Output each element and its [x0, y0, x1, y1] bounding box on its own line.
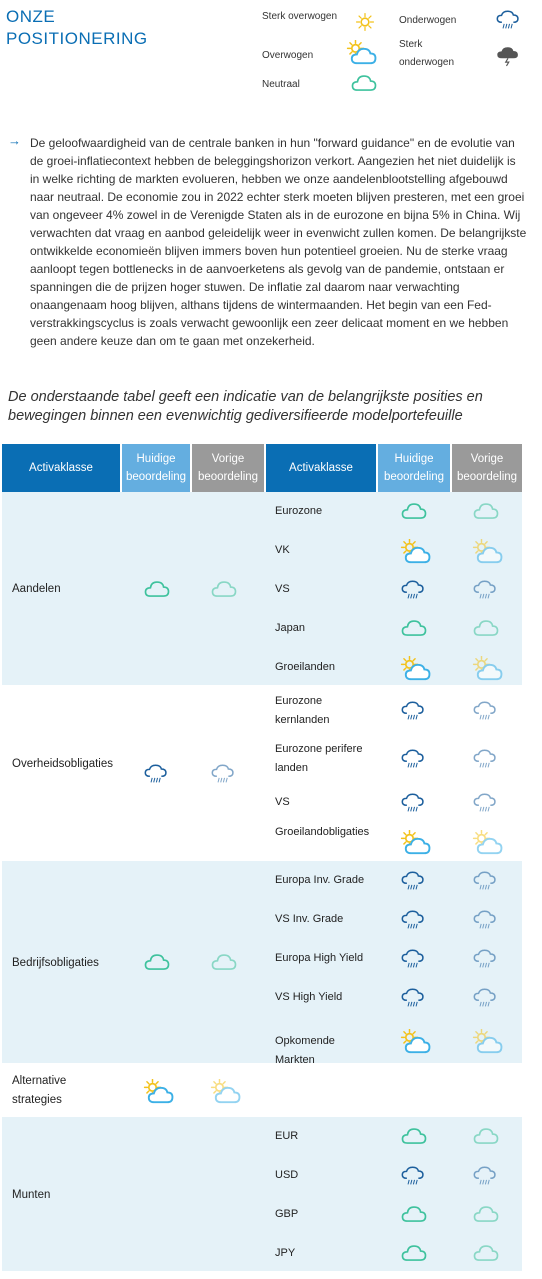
sub-asset-label: Eurozone kernlanden	[275, 695, 330, 726]
legend-label: Sterk overwogen	[262, 11, 338, 22]
legend-storm-icon	[495, 44, 521, 68]
previous-cloud-icon	[210, 578, 238, 601]
previous-sun-cloud-icon	[472, 656, 504, 682]
sub-asset-label: VS	[275, 796, 290, 808]
current-rain-icon	[400, 947, 426, 971]
current-cloud-icon	[143, 578, 171, 601]
current-sun-cloud-icon	[400, 830, 432, 856]
legend-label: Overwogen	[262, 50, 314, 61]
sub-asset-label: Groeilandobligaties	[275, 825, 370, 838]
legend-label: Onderwogen	[399, 15, 457, 26]
previous-cloud-icon	[472, 617, 500, 640]
asset-class-name: Aandelen	[12, 583, 61, 595]
previous-rain-icon	[472, 578, 498, 602]
current-cloud-icon	[400, 1242, 428, 1265]
header-asset-class: Activaklasse	[2, 444, 120, 492]
previous-cloud-icon	[472, 500, 500, 523]
current-cloud-icon	[400, 1203, 428, 1226]
previous-sun-cloud-icon	[472, 539, 504, 565]
asset-class-name: Munten	[12, 1188, 51, 1201]
title-line-2: POSITIONERING	[6, 29, 148, 48]
sub-asset-label: Japan	[275, 622, 305, 634]
legend-rain-icon	[495, 8, 521, 32]
sub-asset-label: USD	[275, 1169, 299, 1181]
current-cloud-icon	[400, 1125, 428, 1148]
current-cloud-icon	[400, 500, 428, 523]
sub-asset-label: Opkomende Markten	[275, 1034, 335, 1066]
legend-sun-icon	[352, 10, 378, 34]
sub-asset-label: VS High Yield	[275, 991, 343, 1003]
current-rain-icon	[400, 986, 426, 1010]
sub-asset-label: VS Inv. Grade	[275, 913, 344, 925]
asset-class-name: Alternative strategies	[12, 1075, 67, 1106]
previous-cloud-icon	[210, 951, 238, 974]
current-rain-icon	[400, 791, 426, 815]
current-sun-cloud-icon	[400, 539, 432, 565]
current-cloud-icon	[400, 617, 428, 640]
current-cloud-icon	[143, 951, 171, 974]
sub-asset-label: Eurozone	[275, 505, 323, 517]
previous-sun-cloud-icon	[472, 1029, 504, 1055]
sub-asset-label: JPY	[275, 1247, 296, 1259]
current-rain-icon	[400, 908, 426, 932]
header-asset-class-2: Activaklasse	[266, 444, 376, 492]
current-rain-icon	[400, 578, 426, 602]
previous-sun-cloud-icon	[472, 830, 504, 856]
previous-rain-icon	[472, 791, 498, 815]
asset-class-name: Overheidsobligaties	[12, 758, 114, 770]
legend-sun-cloud-icon	[346, 40, 378, 66]
sub-asset-label: VS	[275, 583, 290, 595]
current-rain-icon	[143, 762, 169, 786]
title-line-1: ONZE	[6, 7, 56, 26]
current-rain-icon	[400, 869, 426, 893]
previous-rain-icon	[472, 747, 498, 771]
legend-cloud-icon	[350, 72, 378, 95]
page-title	[6, 6, 148, 50]
header-previous-2: Vorige beoordeling	[452, 444, 522, 492]
previous-cloud-icon	[472, 1203, 500, 1226]
previous-rain-icon	[210, 762, 236, 786]
previous-cloud-icon	[472, 1242, 500, 1265]
previous-cloud-icon	[472, 1125, 500, 1148]
sub-asset-label: VK	[275, 544, 290, 556]
asset-class-name: Bedrijfsobligaties	[12, 956, 99, 969]
previous-rain-icon	[472, 986, 498, 1010]
header-current: Huidige beoordeling	[122, 444, 190, 492]
current-rain-icon	[400, 747, 426, 771]
sub-asset-label: Eurozone perifere landen	[275, 743, 363, 774]
current-sun-cloud-icon	[400, 1029, 432, 1055]
table-subtitle: De onderstaande tabel geeft een indicatie van de belangrijkste posities en bewegingen binnen een evenwichtig gediversifieerde modelportefeuille	[8, 389, 483, 424]
previous-rain-icon	[472, 908, 498, 932]
intro-paragraph: De geloofwaardigheid van de centrale banken in hun "forward guidance" en de evolutie van de groei-inflatiecontext hebben de beleggingshorizon verkort. Aangezien het niet duidelijk is in welke richting de markten evolueren, hebben we onze aandelenblootstelling afgebouwd naar neutraal. De economie zou in 2022 echter sterk moeten blijven presteren, met een groei van ongeveer 4% zowel in de Verenigde Staten als in de eurozone en bijna 5% in China. Wij verwachten dat vraag en aanbod geleidelijk weer in evenwicht zullen komen. De belangrijkste ontwikkelde economieën blijven immers boven hun potentieel groeien. Nu de sterke vraag aanloopt tegen bottlenecks in de aanvoerketens als gevolg van de pandemie, ontstaan er spanningen die de prijzen hoger stuwen. De inflatie zal daarom naar verwachting onaangenaam hoog blijven, althans tijdens de wintermaanden. Het begin van een Fed-verstrakkingscyclus is zoals verwacht gewoonlijk een zeer delicaat moment en we hebben geen andere keuze dan om te gaan met onzekerheid.	[30, 136, 527, 348]
sub-asset-label: EUR	[275, 1130, 299, 1142]
legend-label: Sterk onderwogen	[399, 39, 455, 68]
sub-asset-label: GBP	[275, 1208, 299, 1220]
previous-sun-cloud-icon	[210, 1079, 242, 1105]
previous-rain-icon	[472, 699, 498, 723]
sub-asset-label: Europa High Yield	[275, 952, 364, 964]
arrow-right-icon: →	[8, 133, 21, 148]
current-rain-icon	[400, 1164, 426, 1188]
current-sun-cloud-icon	[143, 1079, 175, 1105]
sub-asset-label: Europa Inv. Grade	[275, 874, 365, 886]
previous-rain-icon	[472, 1164, 498, 1188]
previous-rain-icon	[472, 947, 498, 971]
sub-asset-label: Groeilanden	[275, 661, 335, 673]
legend-label: Neutraal	[262, 79, 300, 90]
current-sun-cloud-icon	[400, 656, 432, 682]
previous-rain-icon	[472, 869, 498, 893]
header-previous: Vorige beoordeling	[192, 444, 264, 492]
current-rain-icon	[400, 699, 426, 723]
header-current-2: Huidige beoordeling	[378, 444, 450, 492]
